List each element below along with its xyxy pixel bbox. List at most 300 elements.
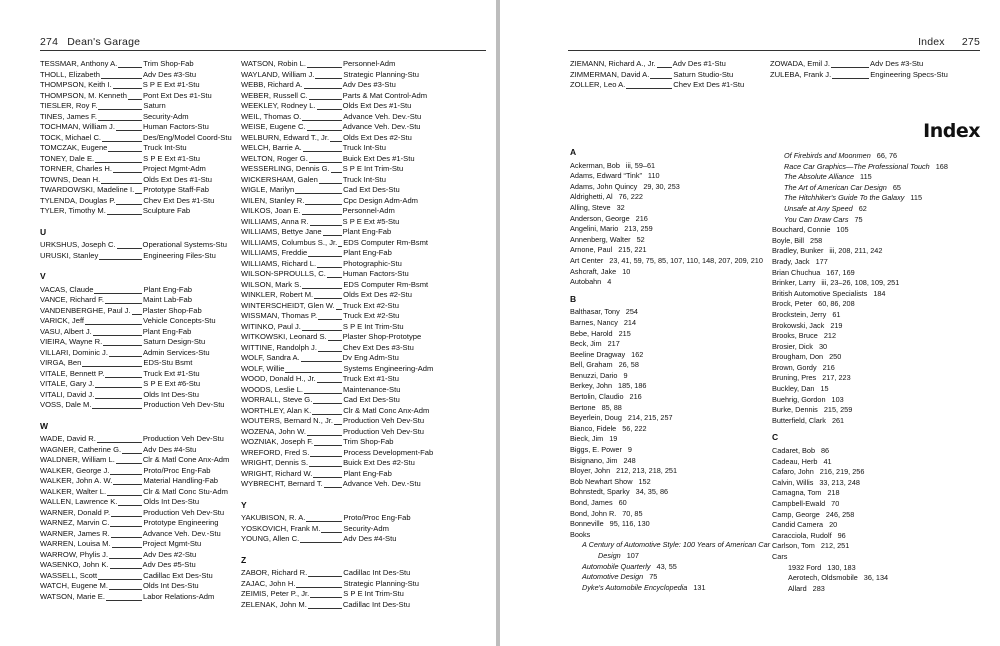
leader-line: [314, 290, 342, 299]
staff-row: [241, 248, 491, 259]
staff-row: [241, 579, 491, 590]
staff-row: [40, 466, 240, 477]
index-pages: 103: [831, 394, 844, 404]
staff-row: [40, 164, 240, 175]
staff-row: [40, 508, 240, 519]
staff-name: WOUTERS, Bernard N., Jr.: [241, 416, 333, 425]
index-entry: [772, 552, 994, 563]
index-entry: [570, 192, 782, 203]
index-term: Benuzzi, Dario: [570, 370, 618, 380]
staff-row: [40, 133, 240, 144]
left-page-number: 274: [40, 36, 59, 48]
staff-name: WYBRECHT, Bernard T.: [241, 479, 323, 488]
leader-line: [118, 59, 142, 68]
index-pages: 26, 58: [618, 360, 639, 370]
staff-column-1: [40, 59, 240, 602]
index-pages: 60: [618, 498, 627, 507]
index-term: The Hitchhiker's Guide To the Galaxy: [784, 193, 905, 203]
index-pages: 75: [854, 214, 863, 224]
index-term: The Art of American Car Design: [784, 182, 887, 192]
staff-name: WADE, David R.: [40, 434, 96, 443]
right-running-head: [918, 36, 980, 48]
index-entry: [570, 562, 782, 573]
index-pages: 9: [623, 370, 628, 380]
index-entry: [570, 307, 782, 318]
leader-line: [305, 196, 342, 205]
index-entry: [570, 235, 782, 246]
staff-department: Clr & Matl Conc Anx-Adm: [343, 405, 430, 415]
staff-department: Olds Ext Des #2-Stu: [343, 132, 412, 142]
staff-row: [40, 112, 240, 123]
index-term: Bouchard, Connie: [772, 225, 831, 235]
index-term: Buehrig, Gordon: [772, 394, 826, 404]
leader-line: [318, 343, 342, 352]
staff-row: [241, 448, 491, 459]
index-term: Ashcraft, Jake: [570, 266, 617, 276]
index-term: Barnes, Nancy: [570, 317, 618, 327]
index-term: Candid Camera: [772, 520, 824, 530]
staff-row: [241, 143, 491, 154]
staff-row: [241, 458, 491, 469]
index-pages: 36, 134: [863, 573, 889, 583]
index-pages: 131: [693, 582, 706, 592]
leader-line: [132, 306, 142, 315]
index-pages: 23, 41, 59, 75, 85, 107, 110, 148, 207, 209, 210: [609, 255, 763, 265]
staff-row: [770, 59, 980, 70]
leader-line: [317, 374, 342, 383]
staff-name: VASU, Albert J.: [40, 326, 92, 336]
index-letter: C: [772, 432, 779, 443]
staff-name: WRIGHT, Dennis S.: [241, 458, 309, 467]
index-pages: 217: [607, 339, 620, 349]
index-entry: [570, 318, 782, 329]
staff-department: Project Mgmt-Stu: [142, 539, 202, 548]
index-pages: 62: [858, 203, 867, 213]
index-term: Cars: [772, 551, 788, 561]
staff-name: WALLEN, Lawrence K.: [40, 497, 118, 506]
index-entry: [772, 373, 994, 384]
staff-row: [241, 259, 491, 270]
staff-name: VANDENBERGHE, Paul J.: [40, 305, 131, 315]
staff-row: [241, 80, 491, 91]
staff-department: Plant Eng-Fab: [142, 326, 192, 336]
staff-row: [40, 91, 240, 102]
index-pages: 250: [829, 352, 842, 362]
leader-line: [135, 185, 142, 194]
staff-name: WATCH, Eugene M.: [40, 581, 108, 590]
staff-row: [241, 374, 491, 385]
leader-line: [302, 206, 342, 215]
leader-line: [98, 101, 142, 110]
index-entry: [772, 225, 994, 236]
leader-line: [314, 437, 342, 446]
index-pages: 216: [629, 392, 642, 402]
leader-line: [113, 80, 142, 89]
staff-department: Adv Des #1-Stu: [672, 59, 726, 68]
leader-line: [103, 337, 142, 346]
index-pages: 32: [616, 202, 625, 212]
staff-row: [241, 534, 491, 545]
index-term: Calvin, Willis: [772, 477, 814, 487]
index-term: Cadeau, Herb: [772, 456, 818, 466]
index-pages: 167, 169: [826, 267, 855, 277]
index-pages: 130, 183: [827, 562, 856, 572]
staff-row: [241, 154, 491, 165]
staff-name: WATSON, Robin L.: [241, 59, 306, 68]
index-entry: [570, 456, 782, 467]
index-entry: [772, 416, 994, 427]
index-entry: [772, 257, 994, 268]
index-column-2: [772, 151, 994, 594]
index-pages: 246, 258: [825, 509, 855, 519]
leader-line: [110, 466, 142, 475]
leader-line: [308, 600, 342, 609]
index-term: Brock, Peter: [772, 299, 813, 309]
leader-line: [108, 143, 142, 152]
staff-row: [241, 269, 491, 280]
staff-row: [241, 353, 491, 364]
staff-department: Buick Ext Des #1-Stu: [342, 153, 415, 163]
staff-row: [40, 592, 240, 603]
index-entry: [570, 509, 782, 520]
index-term: Beyerlein, Doug: [570, 413, 622, 423]
staff-row: [570, 80, 770, 91]
staff-department: Photographic-Stu: [343, 258, 402, 268]
index-entry: [772, 384, 994, 395]
staff-row: [241, 589, 491, 600]
staff-row: [40, 306, 240, 317]
index-entry: [772, 467, 994, 478]
staff-name: THOLL, Elizabeth: [40, 69, 100, 79]
index-entry: [772, 531, 994, 542]
left-running-title: Dean's Garage: [67, 36, 141, 48]
staff-department: Chev Ext Des #1-Stu: [673, 80, 745, 89]
staff-department: Adv Des #3-Stu: [870, 59, 924, 68]
index-entry: [570, 203, 782, 214]
staff-row: [40, 358, 240, 369]
staff-row: [241, 364, 491, 375]
index-term: Aerotech, Oldsmobile: [788, 573, 858, 583]
leader-line: [315, 70, 342, 79]
leader-line: [118, 497, 142, 506]
staff-name: WALKER, George J.: [40, 465, 110, 475]
index-entry: [772, 162, 994, 173]
leader-line: [309, 91, 342, 100]
leader-line: [831, 59, 869, 68]
index-entry: [772, 510, 994, 521]
staff-department: Production Veh Dev-Stu: [142, 434, 224, 443]
staff-department: Production Veh Dev-Stu: [343, 416, 425, 425]
staff-department: Pont Ext Des #1-Stu: [142, 90, 212, 100]
leader-line: [101, 70, 142, 79]
index-term: Brougham, Don: [772, 352, 824, 362]
staff-name: WELBURN, Edward T., Jr.: [241, 132, 330, 142]
staff-name: WOODS, Leslie L.: [241, 384, 304, 394]
index-entry: [570, 434, 782, 445]
index-entry: [772, 193, 994, 204]
index-term: Beck, Jim: [570, 339, 602, 349]
leader-line: [109, 550, 142, 559]
index-pages: 43, 55: [656, 561, 677, 571]
index-term: Brockstein, Jerry: [772, 309, 827, 319]
index-pages: 185, 186: [618, 381, 647, 391]
staff-department: EDS-Stu Bsmt: [143, 358, 193, 367]
staff-department: S P E Int Trim-Stu: [343, 589, 404, 598]
leader-line: [95, 390, 142, 399]
index-pages: 29, 30, 253: [643, 181, 680, 191]
staff-name: WASENKO, John K.: [40, 560, 109, 569]
index-term: Of Firebirds and Moonmen: [784, 151, 871, 160]
leader-line: [313, 395, 342, 404]
index-pages: iii, 59–61: [625, 160, 656, 170]
staff-name: VACAS, Claude: [40, 284, 94, 294]
staff-row: [40, 285, 240, 296]
leader-line: [106, 592, 142, 601]
index-pages: 248: [623, 455, 636, 465]
staff-department: Olds Int Des-Stu: [143, 497, 200, 506]
staff-row: [241, 395, 491, 406]
staff-department: Adv Des #4-Stu: [343, 534, 397, 543]
leader-line: [102, 133, 142, 142]
staff-row: [241, 196, 491, 207]
leader-line: [128, 91, 142, 100]
staff-department: Cadillac Int Des-Stu: [343, 568, 411, 577]
staff-name: WILLIAMS, Freddie: [241, 248, 308, 257]
staff-department: Production Veh Dev-Stu: [143, 507, 225, 517]
leader-line: [94, 285, 142, 294]
index-entry: [570, 392, 782, 403]
right-page: [500, 0, 1000, 646]
leader-line: [832, 70, 869, 79]
index-term: Bloyer, John: [570, 466, 611, 476]
staff-name: ZOWADA, Emil J.: [770, 59, 831, 68]
staff-name: WESSERLING, Dennis G.: [241, 164, 330, 173]
index-entry: [570, 498, 782, 509]
staff-column-top-2: [770, 59, 980, 80]
staff-name: TONEY, Dale E.: [40, 153, 95, 163]
staff-department: S P E Ext #1-Stu: [142, 80, 200, 89]
leader-line: [97, 434, 142, 443]
leader-line: [302, 322, 342, 331]
index-term: Beeline Dragway: [570, 349, 626, 359]
staff-row: [241, 59, 491, 70]
leader-line: [107, 206, 142, 215]
staff-name: ZELENAK, John M.: [241, 599, 307, 609]
index-entry: [570, 360, 782, 371]
staff-row: [241, 238, 491, 249]
index-term: Automotive Design: [582, 572, 644, 582]
staff-department: EDS Computer Rm-Bsmt: [343, 279, 429, 289]
staff-name: WICKERSHAM, Galen: [241, 174, 318, 184]
staff-department: Plaster Shop-Fab: [142, 305, 202, 315]
staff-row: [241, 101, 491, 112]
staff-row: [40, 80, 240, 91]
staff-row: [40, 390, 240, 401]
staff-department: Vehicle Concepts-Stu: [143, 316, 216, 325]
leader-line: [334, 416, 342, 425]
staff-name: WATSON, Marie E.: [40, 591, 105, 601]
index-term: Adams, Edward “Tink”: [570, 171, 642, 181]
staff-department: S P E Int Trim-Stu: [342, 164, 404, 173]
leader-line: [323, 227, 342, 236]
section-letter: Y: [241, 499, 247, 510]
leader-line: [324, 479, 342, 488]
index-entry: [570, 161, 782, 172]
leader-line: [308, 568, 342, 577]
leader-line: [310, 217, 342, 226]
index-term: A Century of Automotive Style: 100 Years of American Car: [582, 540, 771, 550]
index-term: Unsafe at Any Speed: [784, 203, 853, 213]
leader-line: [321, 524, 342, 533]
index-pages: 10: [622, 266, 631, 276]
staff-department: Parts & Mat Control-Adm: [342, 90, 428, 100]
index-entry: [772, 405, 994, 416]
index-column-1: [570, 141, 782, 593]
leader-line: [312, 406, 342, 415]
right-running-title: Index: [918, 36, 945, 48]
index-entry: [570, 487, 782, 498]
staff-name: TINES, James F.: [40, 111, 97, 121]
staff-name: WALKER, John A. W.: [40, 476, 113, 485]
leader-line: [117, 240, 142, 249]
leader-line: [95, 154, 142, 163]
staff-department: Cadillac Int Des-Stu: [342, 599, 410, 609]
index-entry: [772, 457, 994, 468]
leader-line: [310, 589, 342, 598]
staff-row: [241, 469, 491, 480]
staff-row: [241, 133, 491, 144]
leader-line: [309, 154, 342, 163]
left-header-rule: [40, 50, 486, 51]
staff-department: Human Factors-Stu: [342, 269, 409, 278]
leader-line: [82, 358, 142, 367]
index-entry: [772, 446, 994, 457]
staff-row: [241, 217, 491, 228]
leader-line: [98, 571, 142, 580]
index-entry: [570, 214, 782, 225]
index-entry: [570, 329, 782, 340]
index-term: Bob Newhart Show: [570, 476, 633, 486]
index-term: Anderson, George: [570, 213, 630, 223]
staff-department: Operational Systems-Stu: [142, 240, 227, 249]
index-term: Brady, Jack: [772, 256, 810, 266]
index-pages: 214, 215, 257: [627, 413, 673, 423]
index-entry: [772, 299, 994, 310]
index-term: Camp, George: [772, 509, 820, 519]
index-term: Balthasar, Tony: [570, 307, 620, 317]
leader-line: [304, 385, 342, 394]
index-entry: [772, 215, 994, 226]
staff-name: WILLIAMS, Columbus S., Jr.: [241, 237, 338, 247]
index-term: Burke, Dennis: [772, 405, 818, 415]
staff-row: [40, 518, 240, 529]
index-pages: 215, 259: [823, 405, 853, 415]
staff-name: ZABOR, Richard R.: [241, 568, 308, 577]
index-pages: 215: [618, 328, 631, 338]
staff-department: Material Handling-Fab: [143, 476, 219, 485]
index-entry: [570, 182, 782, 193]
index-term: Caracciola, Rudolf: [772, 530, 832, 540]
index-pages: 56, 222: [622, 423, 647, 433]
index-pages: 261: [831, 415, 845, 425]
leader-line: [307, 427, 342, 436]
leader-line: [327, 269, 342, 278]
index-entry: [570, 277, 782, 288]
leader-line: [92, 400, 142, 409]
index-pages: 212, 251: [820, 541, 850, 551]
index-pages: 216: [822, 362, 835, 372]
index-term: Cadaret, Bob: [772, 446, 815, 456]
staff-department: Personnel-Adm: [342, 206, 395, 215]
index-entry: [570, 424, 782, 435]
staff-name: WILLIAMS, Richard L.: [241, 258, 317, 268]
index-entry: [772, 289, 994, 300]
index-entry: [570, 339, 782, 350]
staff-department: Systems Engineering-Adm: [343, 363, 434, 373]
staff-name: VARICK, Jeff: [40, 316, 85, 325]
index-pages: 52: [636, 234, 645, 244]
index-term: Adams, John Quincy: [570, 181, 638, 191]
index-entry: [570, 224, 782, 235]
index-pages: 258: [810, 235, 823, 245]
staff-name: WORTHLEY, Alan K.: [241, 405, 312, 415]
leader-line: [330, 133, 342, 142]
leader-line: [310, 448, 342, 457]
index-term: You Can Draw Cars: [784, 214, 849, 224]
index-term: Berkey, John: [570, 381, 613, 391]
index-pages: 60, 86, 208: [818, 299, 855, 309]
staff-row: [570, 70, 770, 81]
staff-name: WEIL, Thomas O.: [241, 111, 302, 121]
left-page: [0, 0, 496, 646]
staff-department: Cad Ext Des-Stu: [343, 395, 400, 404]
section-letter: U: [40, 226, 47, 237]
staff-row: [40, 196, 240, 207]
index-term: Bieck, Jim: [570, 434, 604, 444]
staff-name: TOCK, Michael C.: [40, 132, 102, 142]
staff-name: THOMPSON, M. Kenneth: [40, 90, 127, 100]
index-pages: 254: [625, 307, 638, 317]
index-term: 1932 Ford: [788, 562, 822, 572]
staff-row: [570, 59, 770, 70]
staff-name: WALDNER, William L.: [40, 455, 115, 464]
staff-name: TIESLER, Roy F.: [40, 101, 98, 110]
staff-row: [40, 379, 240, 390]
index-entry: [772, 563, 994, 574]
leader-line: [113, 476, 142, 485]
staff-row: [40, 445, 240, 456]
staff-department: Trim Shop-Fab: [343, 437, 394, 446]
staff-department: Advance Veh. Dev.-Stu: [342, 479, 421, 488]
staff-department: Truck Ext #1-Stu: [143, 368, 200, 378]
staff-name: VANCE, Richard F.: [40, 295, 105, 304]
index-term: Allard: [788, 583, 807, 593]
staff-name: YOSKOVICH, Frank M.: [241, 523, 321, 533]
staff-department: Buick Ext Des #2-Stu: [343, 458, 415, 467]
staff-name: YOUNG, Allen C.: [241, 534, 300, 543]
index-entry: [772, 236, 994, 247]
staff-name: WOLF, Sandra A.: [241, 353, 300, 362]
staff-name: WAYLAND, William J.: [241, 69, 315, 79]
staff-department: Truck Ext #2-Stu: [343, 311, 400, 320]
index-entry: [772, 584, 994, 595]
staff-department: Plaster Shop-Prototype: [342, 332, 422, 341]
index-term: Campbell-Ewald: [772, 499, 826, 508]
index-entry: [772, 331, 994, 342]
staff-department: Production Veh Dev-Stu: [143, 400, 225, 409]
index-pages: 15: [820, 384, 829, 394]
index-pages: 115: [910, 193, 923, 203]
